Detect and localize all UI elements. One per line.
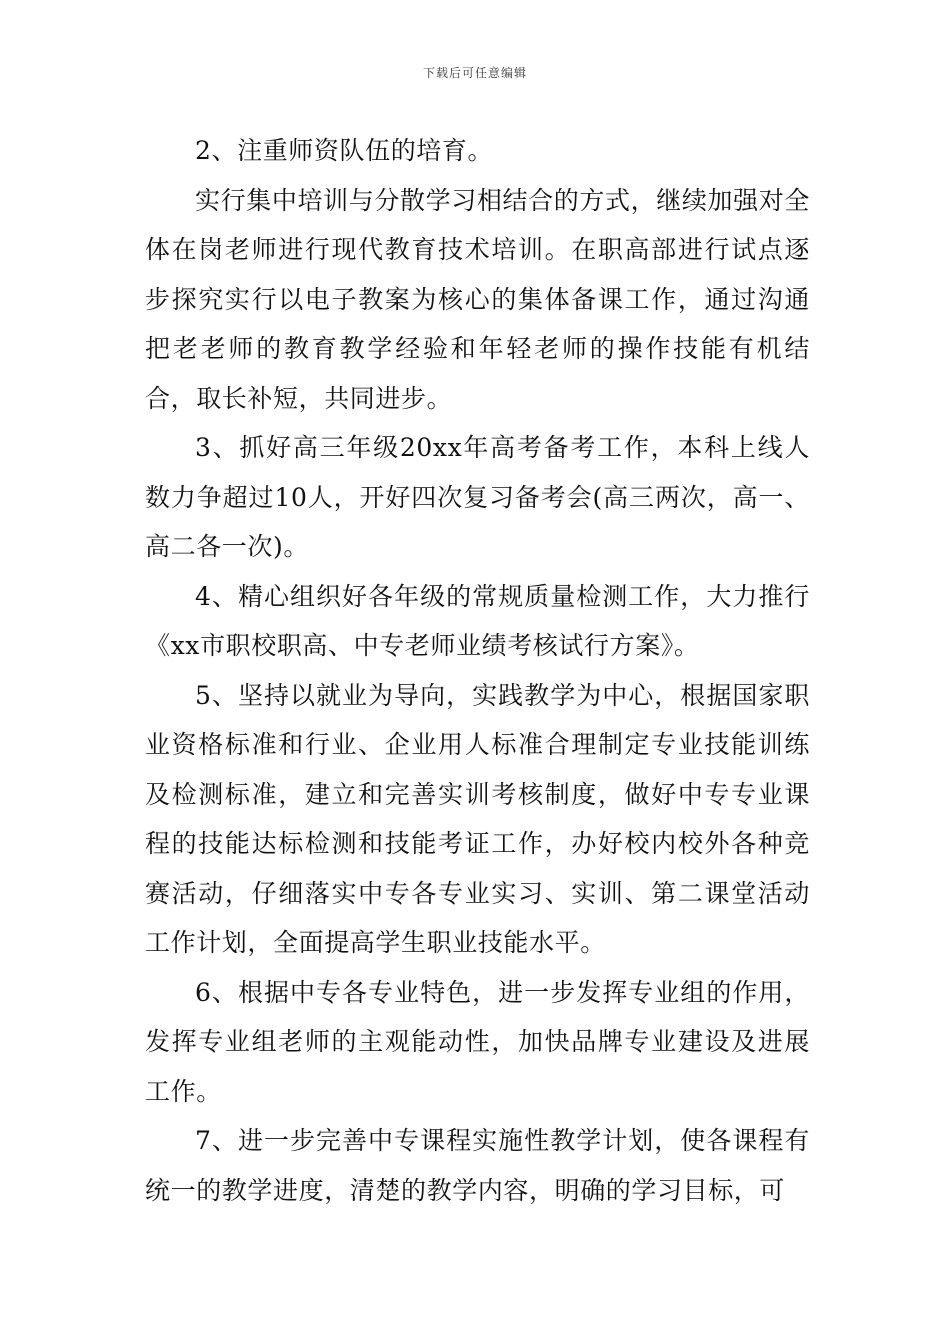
paragraph: 5、坚持以就业为导向，实践教学为中心，根据国家职业资格标准和行业、企业用人标准合理制定专业技能训练及检测标准，建立和完善实训考核制度，做好中专专业课程的技能达标检测和技能考证工作，办好校内校外各种竞赛活动，仔细落实中专各专业实习、实训、第二课堂活动工作计划，全面提高学生职业技能水平。 [145,680,810,957]
paragraph: 实行集中培训与分散学习相结合的方式，继续加强对全体在岗老师进行现代教育技术培训。在职高部进行试点逐步探究实行以电子教案为核心的集体备课工作，通过沟通把老老师的教育教学经验和年轻老师的操作技能有机结合，取长补短，共同进步。 [145,185,810,413]
paragraph: 4、精心组织好各年级的常规质量检测工作，大力推行《xx市职校职高、中专老师业绩考核试行方案》。 [145,581,810,660]
paragraph: 3、抓好高三年级20xx年高考备考工作，本科上线人数力争超过10人，开好四次复习备考会(高三两次，高一、高二各一次)。 [145,433,810,561]
paragraph: 2、注重师资队伍的培育。 [195,136,494,165]
page-header: 下载后可任意编辑 [422,66,527,80]
paragraph: 7、进一步完善中专课程实施性教学计划，使各课程有统一的教学进度，清楚的教学内容，明确的学习目标，可 [145,1126,810,1205]
paragraph: 6、根据中专各专业特色，进一步发挥专业组的作用，发挥专业组老师的主观能动性，加快品牌专业建设及进展工作。 [145,977,810,1106]
document-body [145,126,810,1215]
